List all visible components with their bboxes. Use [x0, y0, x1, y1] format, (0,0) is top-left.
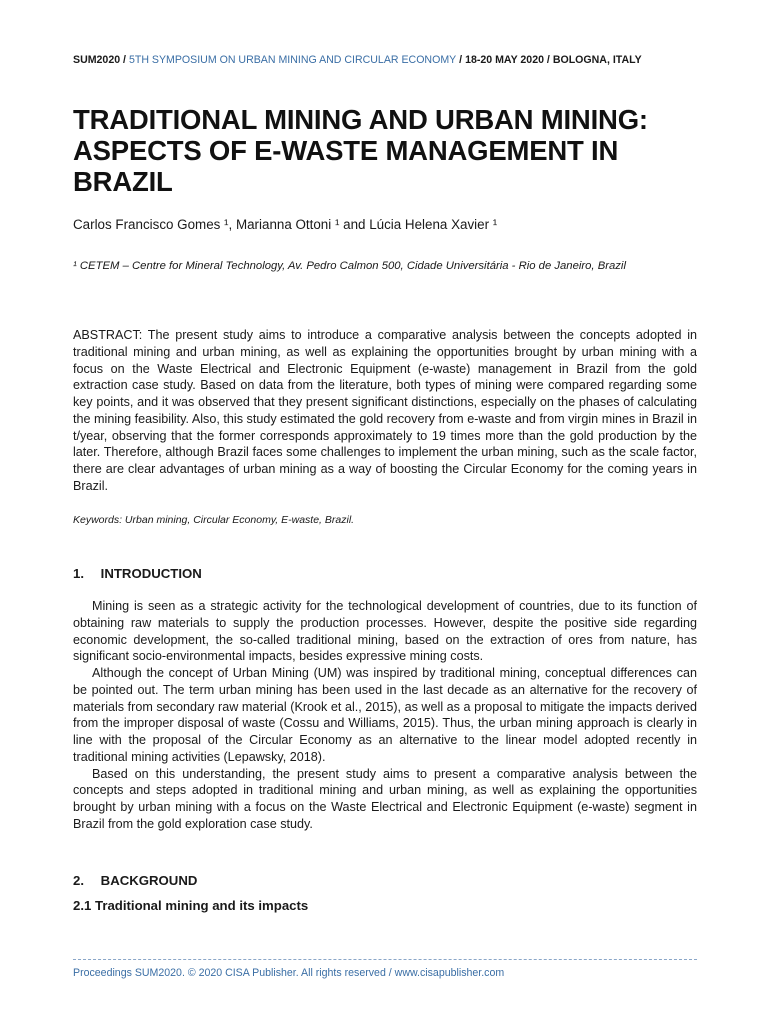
paragraph: Mining is seen as a strategic activity for the technological development of countries, due to its function of obtaining raw materials to supply the production processes. However, despite the positive side regarding economic development, the so-called traditional mining, based on the extraction of ores from nature, has significant socio-environmental impacts, besides expressive mining costs.: [73, 599, 697, 664]
section-number: 1.: [73, 566, 84, 581]
keywords: Keywords: Urban mining, Circular Economy, E-waste, Brazil.: [73, 514, 355, 526]
footer-divider: [73, 959, 697, 960]
abstract: ABSTRACT: The present study aims to introduce a comparative analysis between the concepts adopted in traditional mining and urban mining, as well as explaining the opportunities brought by urban mining with a focus on the Waste Electrical and Electronic Equipment (e-waste) management in Brazil from the gold extraction case study. Based on data from the literature, both types of mining were compared regarding some key points, and it was observed that they present significant distinctions, especially on the phases of calculating the mining feasibility. Also, this study estimated the gold recovery from e-waste and from virgin mines in Brazil in t/year, observing that the former corresponds approximately to 19 times more than the gold production by the later. Therefore, although Brazil faces some challenges to implement the urban mining, such as the scale factor, there are clear advantages of urban mining as a way of boosting the Circular Economy for the coming years in Brazil.: [73, 328, 697, 493]
paragraph: Although the concept of Urban Mining (UM) was inspired by traditional mining, conceptual differences can be pointed out. The term urban mining has been used in the last decade as an alternative for the recovery of materials from secondary raw material (Krook et al., 2015), as well as a proposal to mitigate the impacts derived from the improper disposal of waste (Cossu and Williams, 2015). Thus, the urban mining approach is clearly in line with the proposal of the Circular Economy as an alternative to the linear model adopted recently in traditional mining activities (Lepawsky, 2018).: [73, 666, 697, 764]
introduction-body: [73, 598, 697, 833]
header-dates-place: 18-20 MAY 2020 / BOLOGNA, ITALY: [465, 54, 642, 66]
section-title: BACKGROUND: [100, 873, 198, 888]
header-conference: 5TH SYMPOSIUM ON URBAN MINING AND CIRCULAR ECONOMY: [128, 54, 457, 66]
affiliation: ¹ CETEM – Centre for Mineral Technology, Av. Pedro Calmon 500, Cidade Universitária - Rio de Janeiro, Brazil: [73, 260, 626, 272]
header-sum: SUM2020: [73, 54, 121, 66]
section-heading-background: [73, 873, 697, 888]
header-separator: /: [456, 54, 466, 66]
section-heading-introduction: [73, 566, 697, 581]
paper-title: TRADITIONAL MINING AND URBAN MINING: ASPECTS OF E-WASTE MANAGEMENT IN BRAZIL: [73, 104, 648, 197]
paper-page: [73, 0, 697, 1024]
author-list: Carlos Francisco Gomes ¹, Marianna Ottoni ¹ and Lúcia Helena Xavier ¹: [73, 217, 498, 232]
running-header: [73, 54, 697, 66]
paragraph: Based on this understanding, the present study aims to present a comparative analysis between the concepts and steps adopted in traditional mining and urban mining, as well as explaining the opportunities brought by urban mining with a focus on the Waste Electrical and Electronic Equipment (e-waste) segment in Brazil from the gold exploration case study.: [73, 766, 697, 831]
section-number: 2.: [73, 873, 84, 888]
header-separator: /: [120, 54, 129, 66]
subsection-heading: 2.1 Traditional mining and its impacts: [73, 898, 309, 913]
page-footer: Proceedings SUM2020. © 2020 CISA Publisher. All rights reserved / www.cisapublisher.com: [73, 967, 505, 979]
section-title: INTRODUCTION: [100, 566, 202, 581]
